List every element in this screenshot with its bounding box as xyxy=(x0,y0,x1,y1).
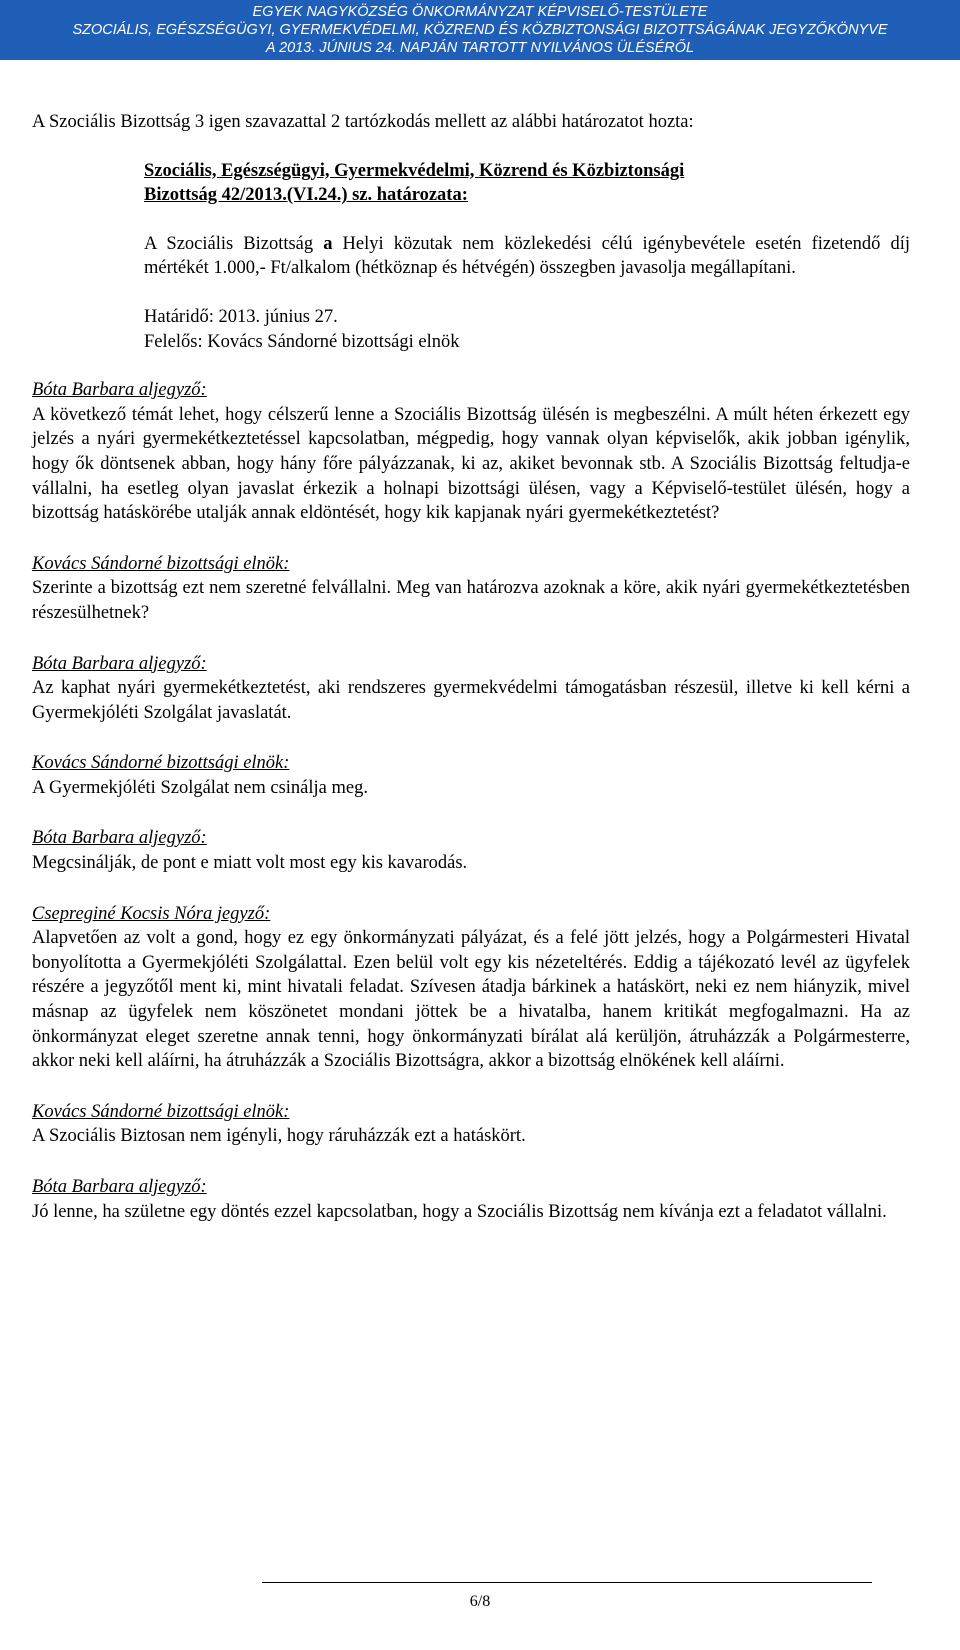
dialogue-entry xyxy=(32,552,910,626)
speaker-text: A Szociális Biztosan nem igényli, hogy ráruházzák ezt a hatáskört. xyxy=(32,1126,526,1147)
resolution-title-line-1: Szociális, Egészségügyi, Gyermekvédelmi, Közrend és Közbiztonsági xyxy=(144,160,685,181)
dialogue-entry xyxy=(32,1175,910,1224)
dialogue-entry xyxy=(32,1100,910,1149)
speaker-text: A Gyermekjóléti Szolgálat nem csinálja meg. xyxy=(32,777,368,798)
speaker-text: Szerinte a bizottság ezt nem szeretné felvállalni. Meg van határozva azoknak a köre, akik nyári gyermekétkeztetésben részesülhetnek? xyxy=(32,578,910,623)
speaker-name: Kovács Sándorné bizottsági elnök: xyxy=(32,553,290,574)
footer-rule xyxy=(262,1582,872,1583)
speaker-name: Csepreginé Kocsis Nóra jegyző: xyxy=(32,903,271,924)
speaker-name: Bóta Barbara aljegyző: xyxy=(32,828,207,849)
resolution-block xyxy=(144,159,910,355)
speaker-name: Kovács Sándorné bizottsági elnök: xyxy=(32,1101,290,1122)
page-number: 6/8 xyxy=(469,1593,491,1610)
resolution-title-line-2: Bizottság 42/2013.(VI.24.) sz. határozata: xyxy=(144,185,468,206)
resolution-responsible: Felelős: Kovács Sándorné bizottsági elnök xyxy=(144,331,460,352)
speaker-text: Megcsinálják, de pont e miatt volt most egy kis kavarodás. xyxy=(32,853,468,874)
dialogue-entry xyxy=(32,902,910,1074)
header-line-1: EGYEK NAGYKÖZSÉG ÖNKORMÁNYZAT KÉPVISELŐ-TESTÜLETE xyxy=(252,4,708,20)
resolution-deadline: Határidő: 2013. június 27. xyxy=(144,306,338,327)
speaker-text: Az kaphat nyári gyermekétkeztetést, aki rendszeres gyermekvédelmi támogatásban részesül, illetve ki kell kérni a Gyermekjóléti Szolgálat javaslatát. xyxy=(32,678,910,723)
speaker-name: Bóta Barbara aljegyző: xyxy=(32,380,207,401)
resolution-body: A Szociális Bizottság a Helyi közutak nem közlekedési célú igénybevétele esetén fizetendő díj mértékét 1.000,- Ft/alkalom (hétköznap és hétvégén) összegben javasolja megállapítani. xyxy=(144,233,911,279)
dialogue-entry xyxy=(32,751,910,800)
document-body xyxy=(32,110,910,1224)
speaker-text: Jó lenne, ha születne egy döntés ezzel kapcsolatban, hogy a Szociális Bizottság nem kívánja ezt a feladatot vállalni. xyxy=(32,1201,887,1222)
speaker-name: Kovács Sándorné bizottsági elnök: xyxy=(32,753,290,774)
speaker-name: Bóta Barbara aljegyző: xyxy=(32,653,207,674)
header-line-3: A 2013. JÚNIUS 24. NAPJÁN TARTOTT NYILVÁNOS ÜLÉSÉRŐL xyxy=(265,40,695,56)
dialogue-entry xyxy=(32,652,910,726)
document-header xyxy=(0,0,960,60)
speaker-text: A következő témát lehet, hogy célszerű lenne a Szociális Bizottság ülésén is megbeszélni. A múlt héten érkezett egy jelzés a nyári gyermekétkeztetéssel kapcsolatban, mégpedig, hogy vannak olyan képviselők, akik jobban igénylik, hogy ők döntsenek abban, hogy hány főre pályázzanak, ki az, akiket bevonnak stb. A Szociális Bizottság feltudja-e vállalni, ha esetleg olyan javaslat érkezik a holnapi bizottsági ülésen, vagy a Képviselő-testület ülésén, hogy a bizottság hatáskörébe utalják annak eldöntését, hogy kik kapjanak nyári gyermekétkeztetést? xyxy=(32,404,910,524)
dialogue-entry xyxy=(32,378,910,526)
dialogue-entry xyxy=(32,826,910,875)
resolution-body-bold: a xyxy=(323,233,333,254)
header-line-2: SZOCIÁLIS, EGÉSZSÉGÜGYI, GYERMEKVÉDELMI, KÖZREND ÉS KÖZBIZTONSÁGI BIZOTTSÁGÁNAK JEGYZŐKÖNYVE xyxy=(72,22,888,38)
speaker-text: Alapvetően az volt a gond, hogy ez egy önkormányzati pályázat, és a felé jött jelzés, hogy a Polgármesteri Hivatal bonyolította a Gyermekjóléti Szolgálattal. Ezen belül volt egy kis nézeteltérés. Eddig a tájékozató levél az ügyfelek részére a jegyzőtől ment ki, mint hivatali feladat. Szívesen átadja bárkinek a hatáskört, neki ez nem hiányzik, mivel másnap az ügyfelek nem köszönetet mondani jöttek be a hivatalba, hanem kritikát megfogalmazni. Ha az önkormányzat eleget szeretne annak tenni, hogy önkormányzati bírálat alá kerüljön, átruházzák a Polgármesterre, akkor neki kell aláírni, ha átruházzák a Szociális Bizottságra, akkor a bizottság elnökének kell aláírni. xyxy=(32,928,910,1072)
intro-paragraph: A Szociális Bizottság 3 igen szavazattal 2 tartózkodás mellett az alábbi határozatot hozta: xyxy=(32,112,694,132)
speaker-name: Bóta Barbara aljegyző: xyxy=(32,1177,207,1197)
